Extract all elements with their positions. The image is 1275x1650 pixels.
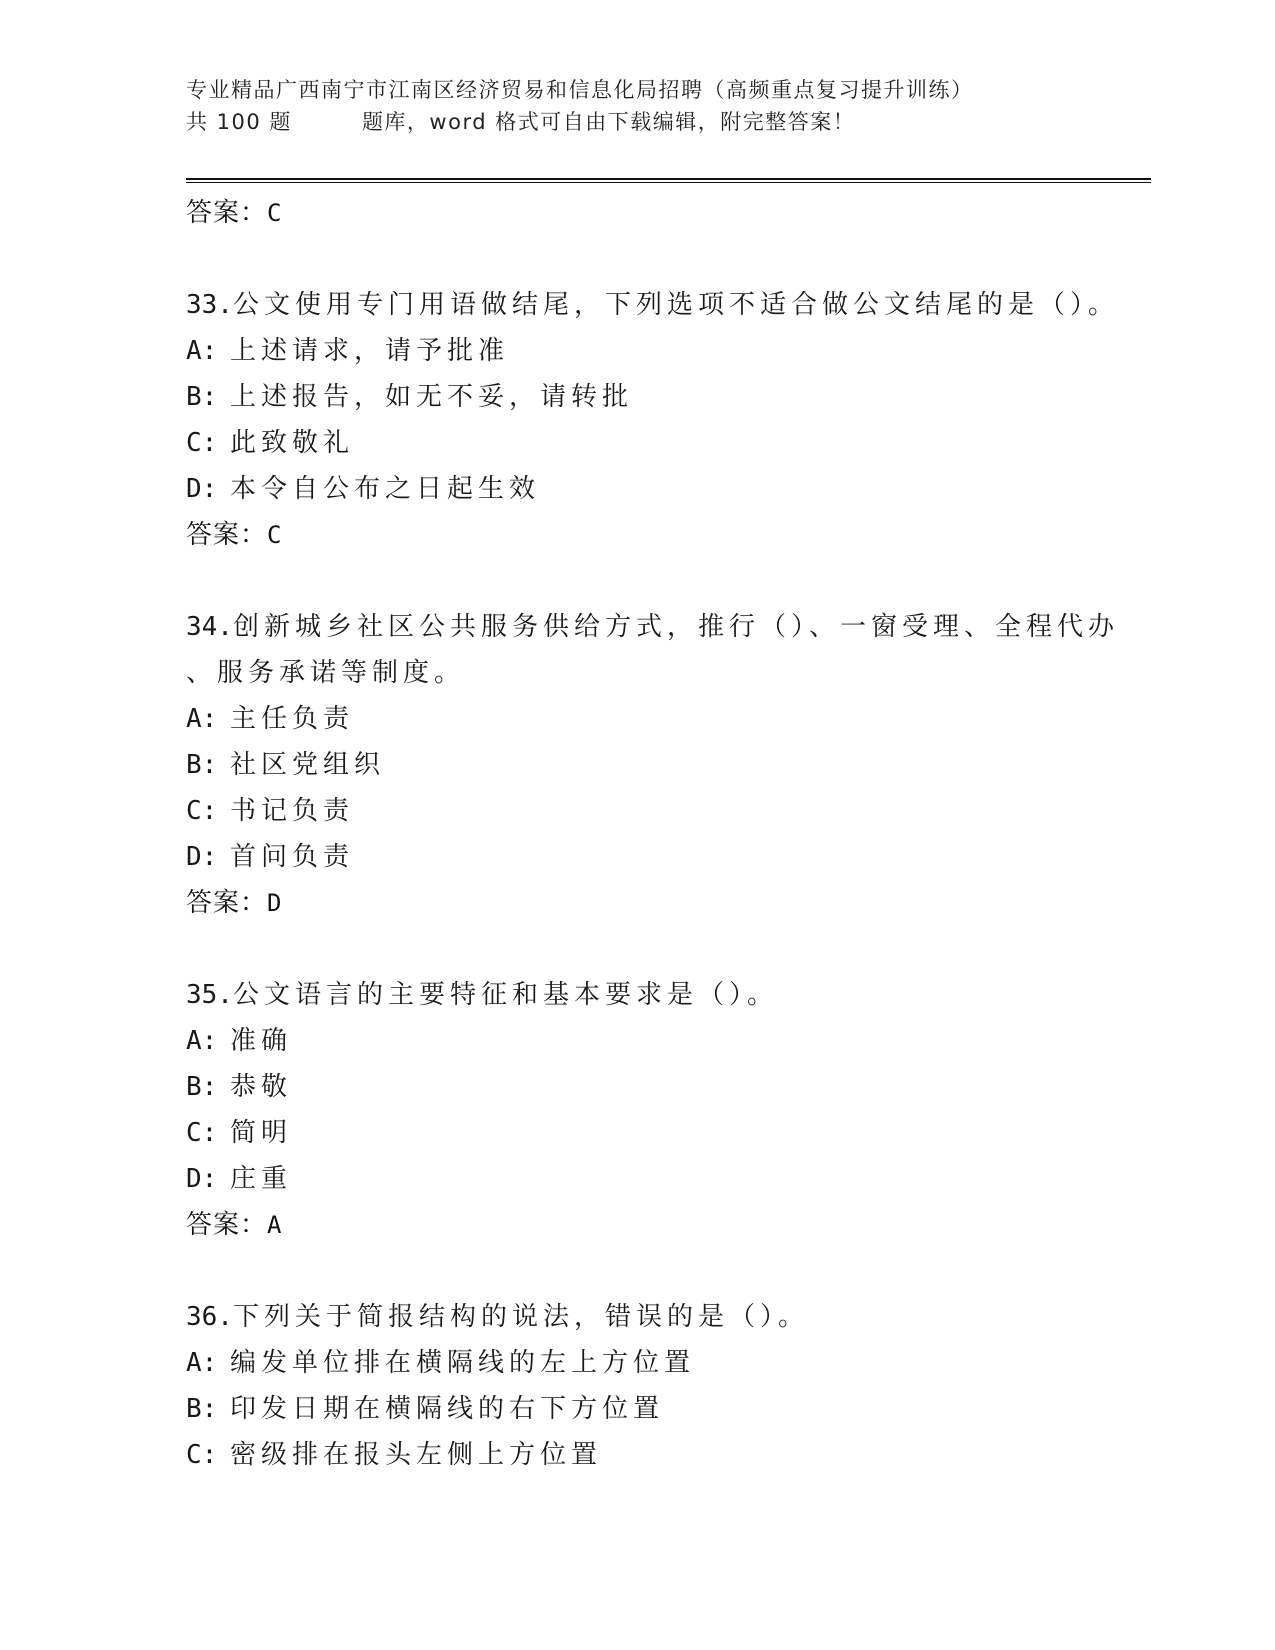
option-text: 恭敬 [230,1072,293,1102]
answer-option [186,1110,1151,1156]
question-stem-text: 下列关于简报结构的说法，错误的是（）。 [232,1302,809,1332]
option-key: C: [186,796,218,826]
answer-value: C [267,199,283,227]
question-spacer [186,1248,1151,1294]
answer-value: C [267,521,283,549]
option-text: 上述请求，请予批准 [230,336,510,366]
answer-option [186,1432,1151,1478]
question-spacer [186,558,1151,604]
answer-option [186,420,1151,466]
answer-option [186,374,1151,420]
document-page [186,0,1151,1650]
question-answer [186,1202,1151,1248]
answer-label: 答案： [186,520,268,550]
answer-option [186,834,1151,880]
questions-container [186,236,1151,1478]
header-divider [186,178,1151,183]
answer-option [186,328,1151,374]
option-text: 此致敬礼 [230,428,355,458]
question-stem-text: 公文使用专门用语做结尾，下列选项不适合做公文结尾的是（）。 [232,290,1119,320]
option-key: A: [186,1348,218,1378]
question-spacer [186,926,1151,972]
option-text: 庄重 [230,1164,293,1194]
option-key: C: [186,1440,218,1470]
answer-option [186,742,1151,788]
answer-label: 答案： [186,198,268,228]
header-title: 专业精品广西南宁市江南区经济贸易和信息化局招聘（高频重点复习提升训练） [186,78,974,102]
option-text: 书记负责 [230,796,355,826]
question-item [186,972,1151,1248]
question-number: 33. [186,290,233,320]
header-description: 题库，word 格式可自由下载编辑，附完整答案！ [361,110,856,134]
question-number: 36. [186,1302,233,1332]
answer-label: 答案： [186,888,268,918]
option-text: 首问负责 [230,842,355,872]
answer-value: A [267,1211,283,1239]
answer-option [186,788,1151,834]
option-text: 编发单位排在横隔线的左上方位置 [230,1348,696,1378]
question-list [186,190,1151,1478]
question-item [186,1294,1151,1478]
question-number: 34. [186,612,233,642]
question-spacer [186,236,1151,282]
question-stem [186,282,1151,328]
option-key: D: [186,842,218,872]
option-text: 印发日期在横隔线的右下方位置 [230,1394,665,1424]
answer-option [186,466,1151,512]
header-subtitle [186,106,1151,138]
answer-option [186,1018,1151,1064]
option-key: A: [186,1026,218,1056]
question-number: 35. [186,980,233,1010]
page-header [186,74,1151,138]
question-stem [186,972,1151,1018]
question-stem-text: 创新城乡社区公共服务供给方式，推行（）、一窗受理、全程代办 [232,612,1119,642]
question-answer [186,512,1151,558]
question-answer [186,880,1151,926]
answer-option [186,696,1151,742]
answer-option [186,1064,1151,1110]
option-text: 本令自公布之日起生效 [230,474,541,504]
question-stem [186,1294,1151,1340]
header-question-count: 共 100 题 [186,110,292,134]
option-text: 社区党组织 [230,750,386,780]
question-item [186,282,1151,558]
option-key: B: [186,1394,218,1424]
option-text: 准确 [230,1026,293,1056]
option-text: 密级排在报头左侧上方位置 [230,1440,603,1470]
option-text: 上述报告，如无不妥，请转批 [230,382,634,412]
option-key: B: [186,382,218,412]
question-item [186,604,1151,926]
previous-answer [186,190,1151,236]
option-key: D: [186,1164,218,1194]
option-key: A: [186,704,218,734]
option-key: B: [186,1072,218,1102]
option-text: 简明 [230,1118,293,1148]
option-key: B: [186,750,218,780]
option-key: A: [186,336,218,366]
option-text: 主任负责 [230,704,355,734]
answer-label: 答案： [186,1210,268,1240]
question-stem [186,650,1151,696]
option-key: D: [186,474,218,504]
question-stem [186,604,1151,650]
option-key: C: [186,1118,218,1148]
option-key: C: [186,428,218,458]
answer-option [186,1340,1151,1386]
answer-option [186,1156,1151,1202]
answer-option [186,1386,1151,1432]
answer-value: D [267,889,283,917]
question-stem-text: 、服务承诺等制度。 [186,658,466,688]
question-stem-text: 公文语言的主要特征和基本要求是（）。 [232,980,778,1010]
